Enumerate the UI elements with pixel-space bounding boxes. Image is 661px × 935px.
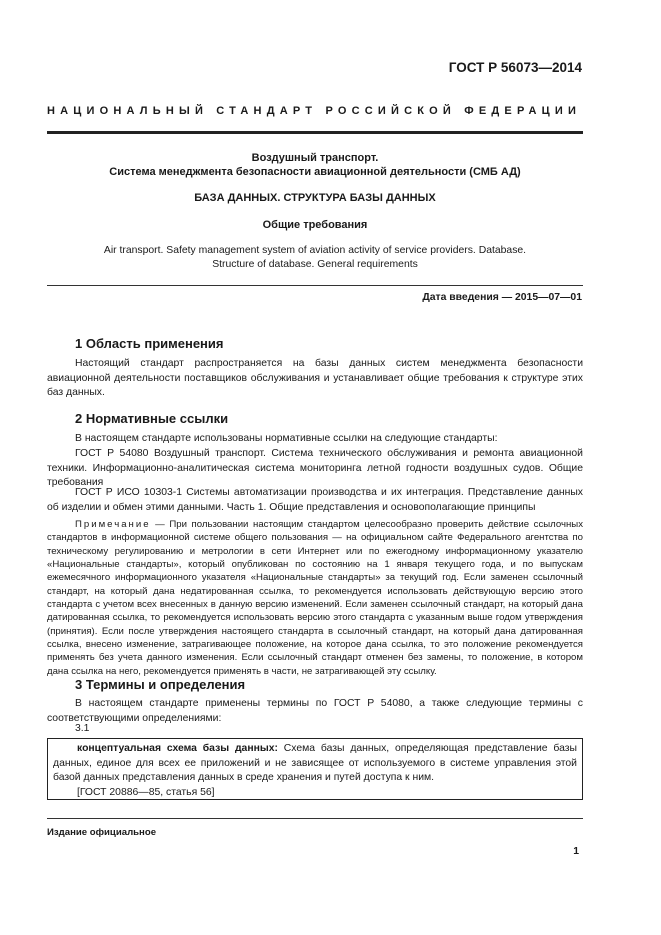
national-standard-heading: НАЦИОНАЛЬНЫЙ СТАНДАРТ РОССИЙСКОЙ ФЕДЕРАЦИИ <box>47 105 582 117</box>
header-divider <box>47 131 583 134</box>
reference-1: ГОСТ Р 54080 Воздушный транспорт. Система технического обслуживания и ремонта авиационной техники. Информационно-аналитическая система мониторинга летной годности воздушных судов. Общие требования <box>47 448 583 489</box>
footer-divider <box>47 818 583 819</box>
note-text: — При пользовании настоящим стандартом целесообразно проверить действие ссылочных стандартов в информационной системе общего пользования — на официальном сайте Федерального агентства по техническому регулированию и метрологии в сети Интернет или по ежегодному информационному указателю «Национальные стандарты», который опубликован по состоянию на 1 января текущего года, и по выпускам ежемесячного информационного указателя «Национальные стандарты» за текущий год. Если заменен ссылочный стандарт, на который дана недатированная ссылка, то рекомендуется использовать действующую версию этого стандарта с учетом всех внесенных в данную версию изменений. Если заменен ссылочный стандарт, на который дана датированная ссылка, то рекомендуется использовать версию этого стандарта с указанным выше годом утверждения (принятия). Если после утверждения настоящего стандарта в ссылочный стандарт, на который дана датированная ссылка, внесено изменение, затрагивающее положение, на которое дана ссылка, то это положение рекомендуется применять без учета данного изменения. Если ссылочный стандарт отменен без замены, то положение, в котором дана ссылка на него, рекомендуется применять в части, не затрагивающей эту ссылку. <box>47 519 583 677</box>
title-divider <box>47 285 583 286</box>
term-definition <box>53 742 577 786</box>
term-name: концептуальная схема базы данных: <box>77 743 278 754</box>
section-1-heading: 1 Область применения <box>75 336 224 351</box>
title-line-1: Воздушный транспорт. <box>251 152 379 164</box>
note <box>47 518 583 678</box>
english-title <box>47 244 583 272</box>
term-definition-text: Схема базы данных, определяющая представление базы данных, единое для всех ее приложений и не зависящее от используемого в системе управления этой базой данных представления данных в среде хранения и путей доступа к ним. <box>53 743 577 784</box>
title-sub: Общие требования <box>262 219 368 231</box>
term-number: 3.1 <box>75 723 90 734</box>
section-1-text: Настоящий стандарт распространяется на базы данных систем менеджмента безопасности авиационной деятельности поставщиков обслуживания и устанавливает общие требования к структуре этих баз данных. <box>47 358 583 399</box>
title-line-2: Система менеджмента безопасности авиационной деятельности (СМБ АД) <box>109 166 521 178</box>
section-2-intro: В настоящем стандарте использованы нормативные ссылки на следующие стандарты: <box>75 433 498 444</box>
title-main: БАЗА ДАННЫХ. СТРУКТУРА БАЗЫ ДАННЫХ <box>194 192 436 204</box>
term-definition-box <box>47 738 583 800</box>
edition-label: Издание официальное <box>47 827 157 838</box>
english-title-line-2: Structure of database. General requirements <box>212 259 418 270</box>
section-3-intro: В настоящем стандарте применены термины по ГОСТ Р 54080, а также следующие термины с соответствующими определениями: <box>47 698 583 724</box>
note-label: Примечание <box>75 519 151 530</box>
intro-date: Дата введения — 2015—07—01 <box>422 292 582 303</box>
section-3-heading: 3 Термины и определения <box>75 677 246 692</box>
reference-2: ГОСТ Р ИСО 10303-1 Системы автоматизации производства и их интеграция. Представление данных об изделии и обмен этими данными. Часть 1. Общие представления и основополагающие принципы <box>47 487 583 513</box>
term-source: [ГОСТ 20886—85, статья 56] <box>77 787 215 799</box>
section-2-heading: 2 Нормативные ссылки <box>75 411 229 426</box>
english-title-line-1: Air transport. Safety management system of aviation activity of service providers. Database. <box>103 245 527 256</box>
document-number: ГОСТ Р 56073—2014 <box>448 60 582 75</box>
page-number: 1 <box>573 846 579 857</box>
